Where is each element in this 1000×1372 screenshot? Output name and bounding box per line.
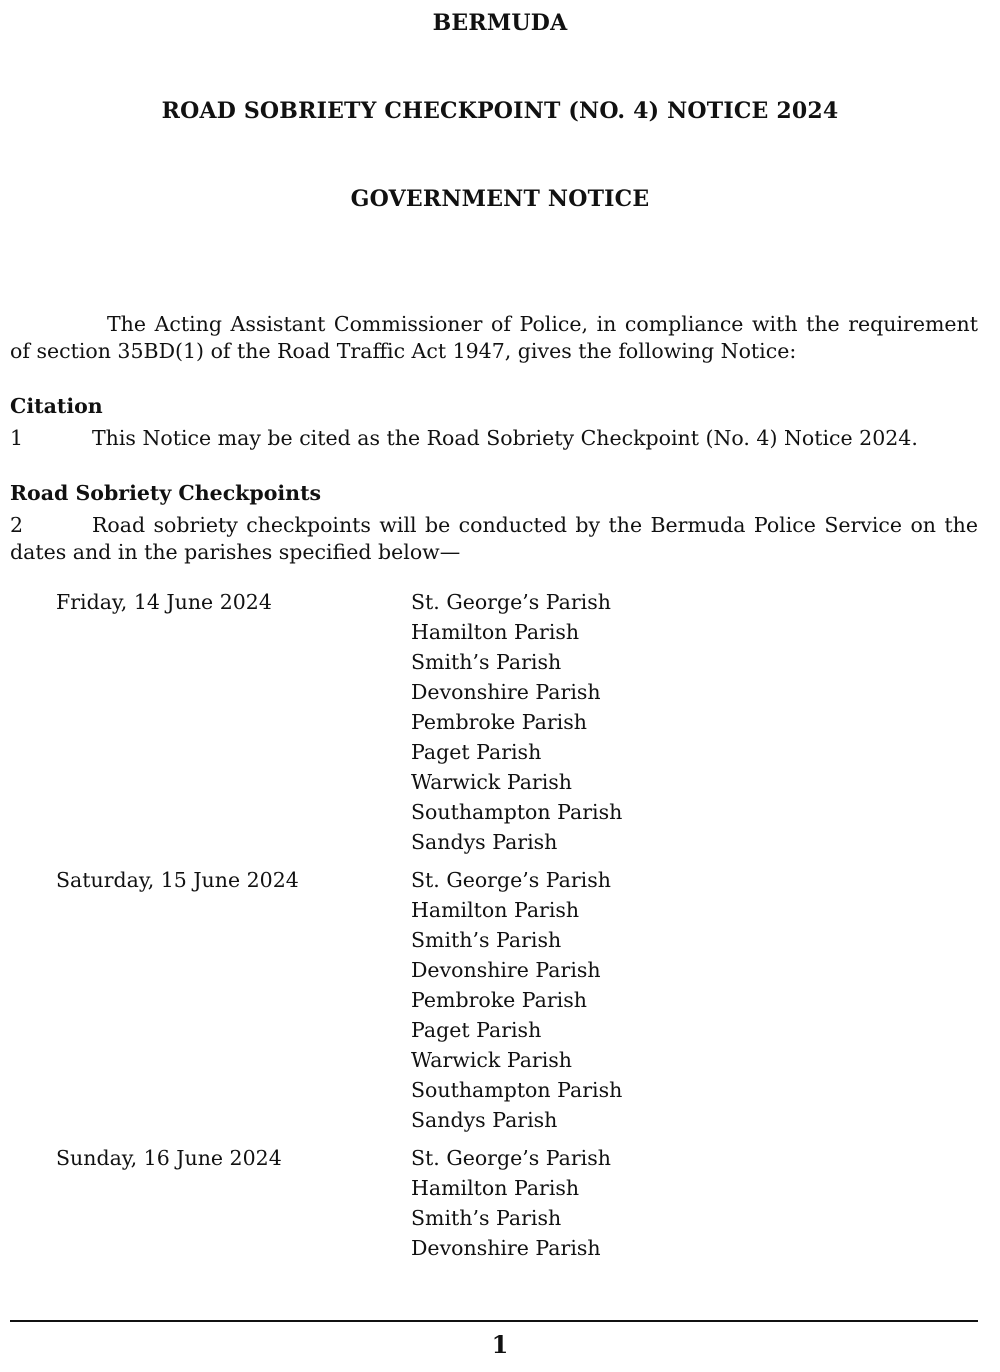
schedule-parish: Smith’s Parish (411, 1206, 562, 1230)
section-heading-citation: Citation (10, 394, 103, 418)
preamble-paragraph: The Acting Assistant Commissioner of Police, in compliance with the requirement of section 35BD(1) of the Road Traffic Act 1947, gives the following Notice: (10, 312, 978, 363)
schedule-parish: Devonshire Parish (411, 1236, 601, 1260)
schedule-parish: Warwick Parish (411, 1048, 573, 1072)
schedule-parish: Sandys Parish (411, 830, 558, 854)
document-title: ROAD SOBRIETY CHECKPOINT (NO. 4) NOTICE 2024 (161, 98, 839, 124)
footer-divider (10, 1320, 978, 1322)
schedule-parish: Pembroke Parish (411, 710, 587, 734)
schedule-parish: Pembroke Parish (411, 988, 587, 1012)
schedule-parish: Devonshire Parish (411, 680, 601, 704)
schedule-parish: Paget Parish (411, 1018, 542, 1042)
schedule-parish: Smith’s Parish (411, 650, 562, 674)
schedule-parish: Devonshire Parish (411, 958, 601, 982)
schedule-parish: Smith’s Parish (411, 928, 562, 952)
schedule-parish: Hamilton Parish (411, 1176, 580, 1200)
schedule-parish: Paget Parish (411, 740, 542, 764)
schedule-date: Friday, 14 June 2024 (56, 590, 272, 614)
section-text-checkpoints: Road sobriety checkpoints will be conducted by the Bermuda Police Service on the dates and in the parishes specified below— (10, 513, 978, 564)
page-number: 1 (491, 1330, 509, 1359)
schedule-parish: Warwick Parish (411, 770, 573, 794)
notice-type-heading: GOVERNMENT NOTICE (350, 186, 650, 212)
schedule-parish: St. George’s Parish (411, 868, 611, 892)
schedule-parish: Sandys Parish (411, 1108, 558, 1132)
section-text-citation: This Notice may be cited as the Road Sobriety Checkpoint (No. 4) Notice 2024. (92, 426, 918, 450)
section-number-1: 1 (10, 426, 24, 450)
schedule-parish: St. George’s Parish (411, 590, 611, 614)
schedule-date: Sunday, 16 June 2024 (56, 1146, 282, 1170)
schedule-parish: Hamilton Parish (411, 620, 580, 644)
section-number-2: 2 (10, 513, 24, 537)
schedule-parish: Southampton Parish (411, 800, 623, 824)
jurisdiction-heading: BERMUDA (432, 10, 568, 36)
schedule-parish: Hamilton Parish (411, 898, 580, 922)
schedule-date: Saturday, 15 June 2024 (56, 868, 299, 892)
schedule-parish: Southampton Parish (411, 1078, 623, 1102)
schedule-parish: St. George’s Parish (411, 1146, 611, 1170)
section-heading-checkpoints: Road Sobriety Checkpoints (10, 481, 322, 505)
